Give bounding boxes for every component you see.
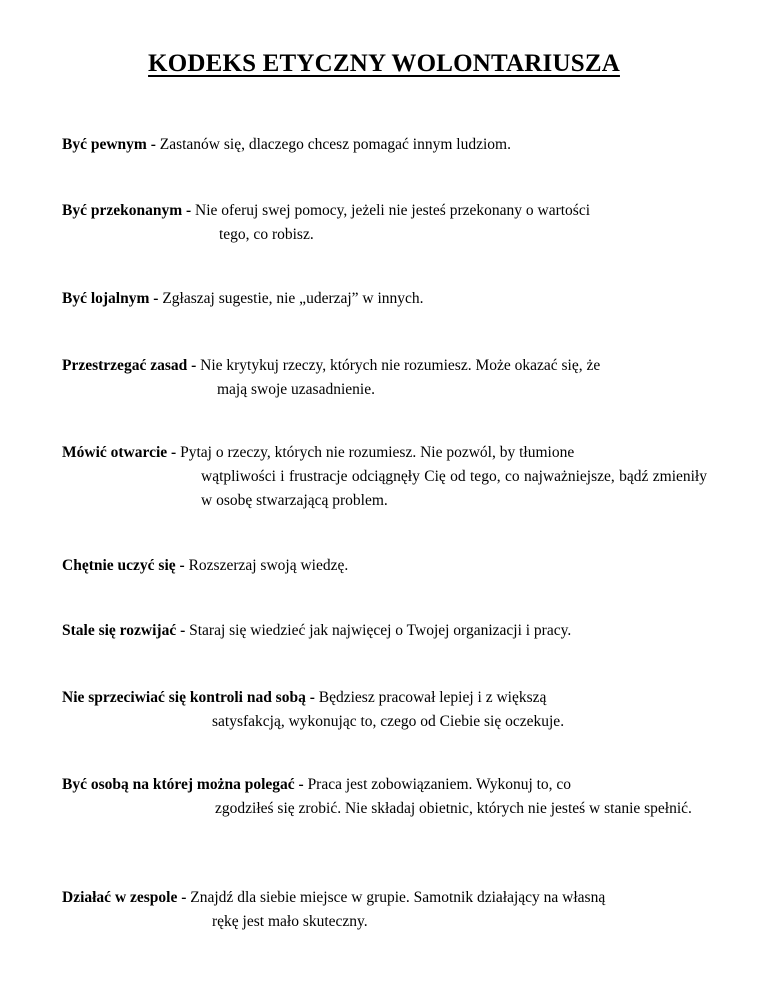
code-entry-3 xyxy=(62,287,707,311)
entry-description-continued: zgodziłeś się zrobić. Nie składaj obietnic, których nie jesteś w stanie spełnić. xyxy=(215,800,692,817)
code-entry-5 xyxy=(62,441,707,513)
entry-description-continued: wątpliwości i frustracje odciągnęły Cię od tego, co najważniejsze, bądź zmieniły w osobę stwarzającą problem. xyxy=(201,468,707,509)
entry-term: Być pewnym - xyxy=(62,136,156,153)
entry-description: Zastanów się, dlaczego chcesz pomagać innym ludziom. xyxy=(155,136,511,153)
entry-term: Być lojalnym - xyxy=(62,290,159,307)
code-entry-1 xyxy=(62,133,707,157)
entry-term: Stale się rozwijać - xyxy=(62,622,186,639)
entry-description-continued: satysfakcją, wykonując to, czego od Ciebie się oczekuje. xyxy=(212,713,565,730)
entry-term: Działać w zespole - xyxy=(62,889,187,906)
code-entry-10 xyxy=(62,886,707,934)
code-entry-2 xyxy=(62,199,707,247)
entry-term: Być przekonanym - xyxy=(62,202,192,219)
document-title: KODEKS ETYCZNY WOLONTARIUSZA xyxy=(148,50,620,77)
entry-term: Nie sprzeciwiać się kontroli nad sobą - xyxy=(62,689,315,706)
entry-description: Praca jest zobowiązaniem. Wykonuj to, co xyxy=(303,776,572,793)
entry-term: Mówić otwarcie - xyxy=(62,444,177,461)
code-entry-4 xyxy=(62,354,707,402)
entry-description: Nie krytykuj rzeczy, których nie rozumiesz. Może okazać się, że xyxy=(196,357,601,374)
entry-description-continued: rękę jest mało skuteczny. xyxy=(212,913,368,930)
entry-description: Nie oferuj swej pomocy, jeżeli nie jesteś przekonany o wartości xyxy=(191,202,591,219)
entry-term: Przestrzegać zasad - xyxy=(62,357,197,374)
code-entry-6 xyxy=(62,554,707,578)
entry-description: Rozszerzaj swoją wiedzę. xyxy=(184,557,349,574)
code-entry-8 xyxy=(62,686,707,734)
entry-description: Pytaj o rzeczy, których nie rozumiesz. Nie pozwól, by tłumione xyxy=(176,444,575,461)
entry-term: Chętnie uczyć się - xyxy=(62,557,185,574)
entry-term: Być osobą na której można polegać - xyxy=(62,776,304,793)
code-entry-7 xyxy=(62,619,707,643)
entry-description: Znajdź dla siebie miejsce w grupie. Samotnik działający na własną xyxy=(186,889,606,906)
entry-description-continued: mają swoje uzasadnienie. xyxy=(217,381,375,398)
entry-description: Zgłaszaj sugestie, nie „uderzaj” w innych. xyxy=(158,290,424,307)
entry-description: Będziesz pracował lepiej i z większą xyxy=(314,689,547,706)
entry-description: Staraj się wiedzieć jak najwięcej o Twojej organizacji i pracy. xyxy=(185,622,572,639)
code-entry-9 xyxy=(62,773,707,821)
entry-description-continued: tego, co robisz. xyxy=(219,226,314,243)
